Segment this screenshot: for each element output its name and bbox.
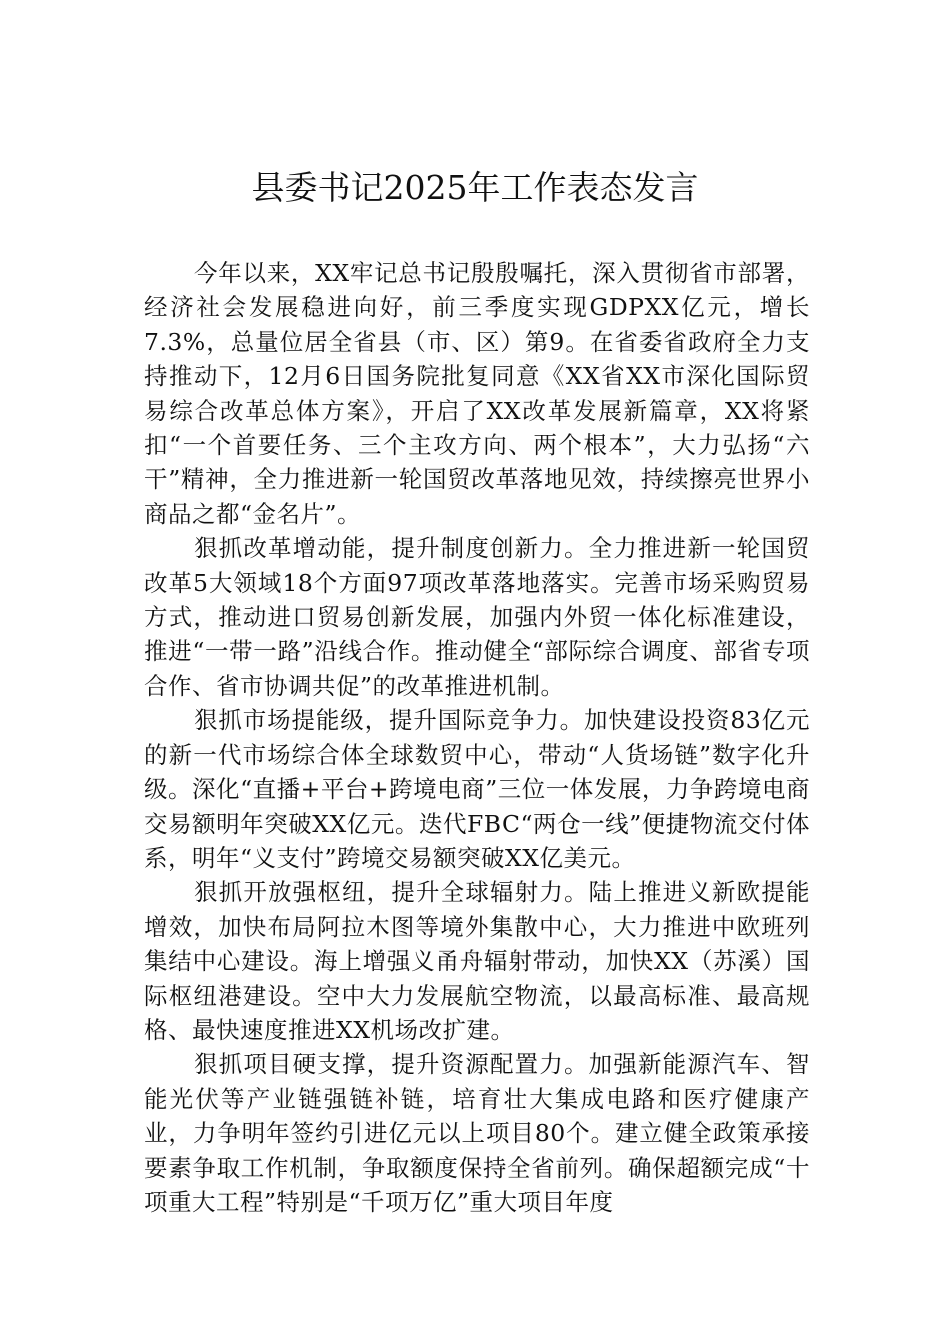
document-body (144, 256, 810, 1219)
paragraph-opening: 狠抓开放强枢纽，提升全球辐射力。陆上推进义新欧提能增效，加快布局阿拉木图等境外集散中心，大力推进中欧班列集结中心建设。海上增强义甬舟辐射带动，加快XX（苏溪）国际枢纽港建设。空中大力发展航空物流，以最高标准、最高规格、最快速度推进XX机场改扩建。 (144, 878, 810, 1044)
paragraph-projects: 狠抓项目硬支撑，提升资源配置力。加强新能源汽车、智能光伏等产业链强链补链，培育壮大集成电路和医疗健康产业，力争明年签约引进亿元以上项目80个。建立健全政策承接要素争取工作机制，争取额度保持全省前列。确保超额完成“十项重大工程”特别是“千项万亿”重大项目年度 (144, 1050, 810, 1216)
document-title: 县委书记2025年工作表态发言 (251, 168, 699, 207)
paragraph-market: 狠抓市场提能级，提升国际竞争力。加快建设投资83亿元的新一代市场综合体全球数贸中心，带动“人货场链”数字化升级。深化“直播+平台+跨境电商”三位一体发展，力争跨境电商交易额明年突破XX亿元。迭代FBC“两仓一线”便捷物流交付体系，明年“义支付”跨境交易额突破XX亿美元。 (144, 706, 810, 872)
paragraph-intro: 今年以来，XX牢记总书记殷殷嘱托，深入贯彻省市部署，经济社会发展稳进向好，前三季度实现GDPXX亿元，增长7.3%，总量位居全省县（市、区）第9。在省委省政府全力支持推动下，12月6日国务院批复同意《XX省XX市深化国际贸易综合改革总体方案》，开启了XX改革发展新篇章，XX将紧扣“一个首要任务、三个主攻方向、两个根本”，大力弘扬“六干”精神，全力推进新一轮国贸改革落地见效，持续擦亮世界小商品之都“金名片”。 (144, 259, 810, 528)
paragraph-reform: 狠抓改革增动能，提升制度创新力。全力推进新一轮国贸改革5大领域18个方面97项改革落地落实。完善市场采购贸易方式，推动进口贸易创新发展，加强内外贸一体化标准建设，推进“一带一路”沿线合作。推动健全“部际综合调度、部省专项合作、省市协调共促”的改革推进机制。 (144, 534, 810, 700)
